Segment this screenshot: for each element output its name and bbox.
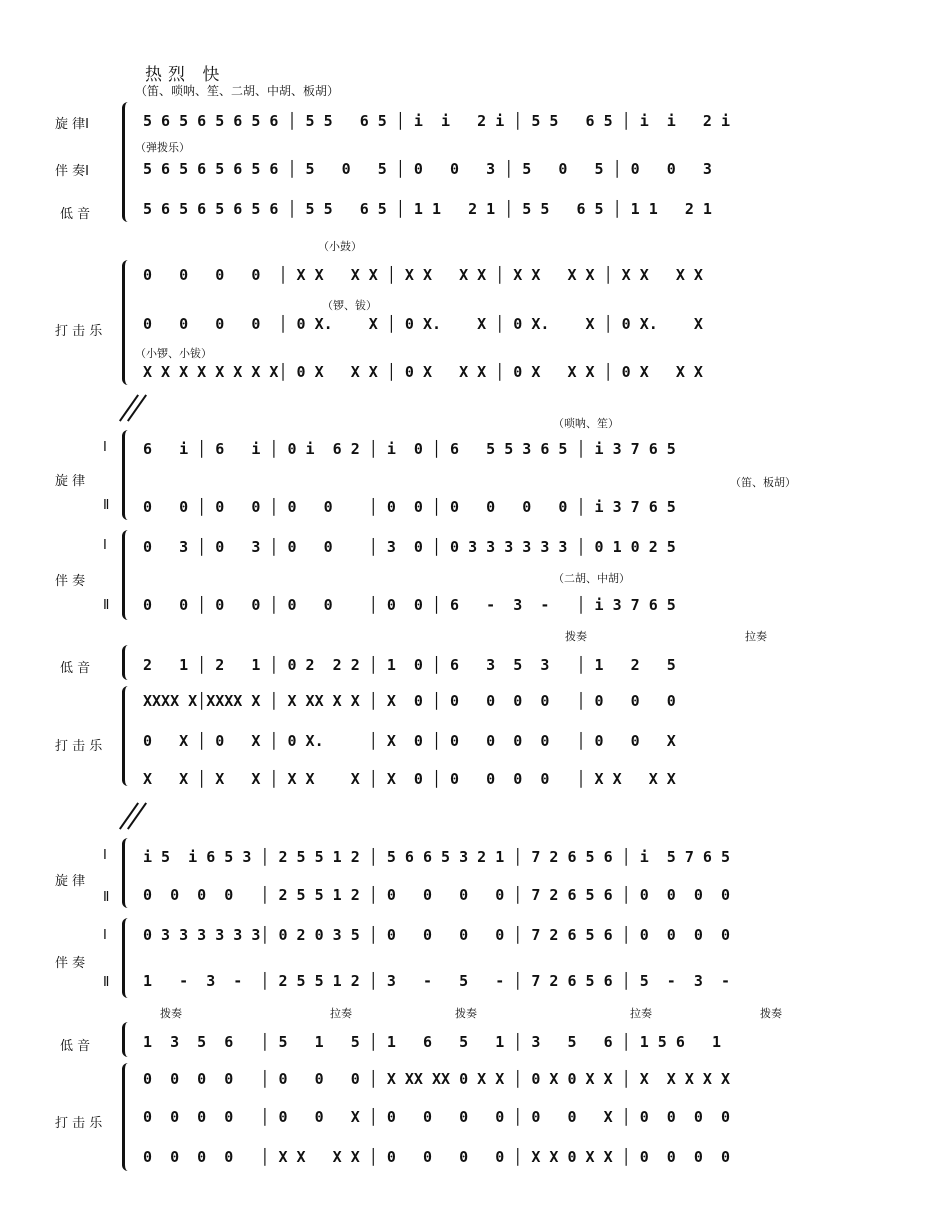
annotation-bow: 拉奏	[330, 1007, 352, 1020]
s1-melody-row: 5 6 5 6 5 6 5 6 │ 5 5 6 5 │ i i 2 i │ 5 5 6 5 │ i i 2 i	[143, 112, 730, 130]
label-bass: 低 音	[60, 1039, 91, 1054]
annotation-bow: 拉奏	[745, 630, 767, 643]
s1-bass-row: 5 6 5 6 5 6 5 6 │ 5 5 6 5 │ 1 1 2 1 │ 5 5 6 5 │ 1 1 2 1	[143, 200, 712, 218]
label-melody: 旋 律	[55, 474, 86, 489]
header-instruments: （笛、唢呐、笙、二胡、中胡、板胡）	[135, 84, 340, 98]
label-roman-1: Ⅰ	[103, 928, 107, 943]
s1-accomp-row: 5 6 5 6 5 6 5 6 │ 5 0 5 │ 0 0 3 │ 5 0 5 │ 0 0 3	[143, 160, 712, 178]
s2-perc2-row: 0 X │ 0 X │ 0 X. │ X 0 │ 0 0 0 0 │ 0 0 X	[143, 732, 676, 750]
s2-mel2-row: 0 0 │ 0 0 │ 0 0 │ 0 0 │ 0 0 0 0 │ i 3 7 6 5	[143, 498, 676, 516]
annotation-bow: 拉奏	[630, 1007, 652, 1020]
s1-perc3-row: X X X X X X X X│ 0 X X X │ 0 X X X │ 0 X X X │ 0 X X X	[143, 363, 703, 381]
label-roman-1: Ⅰ	[103, 440, 107, 455]
s1-perc2-row: 0 0 0 0 │ 0 X. X │ 0 X. X │ 0 X. X │ 0 X. X	[143, 315, 703, 333]
s3-mel2-row: 0 0 0 0 │ 2 5 5 1 2 │ 0 0 0 0 │ 7 2 6 5 6 │ 0 0 0 0	[143, 886, 730, 904]
label-accomp1: 伴 奏Ⅰ	[55, 164, 89, 179]
system2-accomp-brace	[122, 530, 133, 620]
label-percussion: 打 击 乐	[55, 1116, 103, 1131]
system3-melody-brace	[122, 838, 133, 908]
system1-perc-brace	[122, 260, 133, 385]
s3-perc2-row: 0 0 0 0 │ 0 0 X │ 0 0 0 0 │ 0 0 X │ 0 0 0 0	[143, 1108, 730, 1126]
tempo-marking: 热烈 快	[145, 65, 226, 85]
annotation-suona-sheng: （唢呐、笙）	[553, 417, 619, 430]
s3-bass-row: 1 3 5 6 │ 5 1 5 │ 1 6 5 1 │ 3 5 6 │ 1 5 6 1	[143, 1033, 721, 1051]
annotation-pluck: 拨奏	[760, 1007, 782, 1020]
s2-acc2-row: 0 0 │ 0 0 │ 0 0 │ 0 0 │ 6 - 3 - │ i 3 7 6 5	[143, 596, 676, 614]
system3-bass-brace	[122, 1022, 133, 1057]
s2-mel1-row: 6 i │ 6 i │ 0 i 6 2 │ i 0 │ 6 5 5 3 6 5 │ i 3 7 6 5	[143, 440, 676, 458]
annotation-small-drum: （小鼓）	[318, 240, 362, 253]
label-accomp: 伴 奏	[55, 956, 86, 971]
label-roman-2: Ⅱ	[103, 975, 110, 990]
label-percussion: 打 击 乐	[55, 739, 103, 754]
s2-perc3-row: X X │ X X │ X X X │ X 0 │ 0 0 0 0 │ X X X X	[143, 770, 676, 788]
system3-perc-brace	[122, 1063, 133, 1171]
label-roman-2: Ⅱ	[103, 598, 110, 613]
annotation-pluck: 拨奏	[455, 1007, 477, 1020]
s2-acc1-row: 0 3 │ 0 3 │ 0 0 │ 3 0 │ 0 3 3 3 3 3 3 │ 0 1 0 2 5	[143, 538, 676, 556]
system3-accomp-brace	[122, 918, 133, 998]
label-melody: 旋 律	[55, 874, 86, 889]
annotation-pluck: 拨奏	[160, 1007, 182, 1020]
annotation-flute-banhu: （笛、板胡）	[730, 476, 796, 489]
label-roman-1: Ⅰ	[103, 538, 107, 553]
annotation-erhu-zhonghu: （二胡、中胡）	[553, 572, 630, 585]
s2-perc1-row: XXXX X│XXXX X │ X XX X X │ X 0 │ 0 0 0 0 │ 0 0 0	[143, 692, 676, 710]
s2-bass-row: 2 1 │ 2 1 │ 0 2 2 2 │ 1 0 │ 6 3 5 3 │ 1 2 5	[143, 656, 676, 674]
s3-acc2-row: 1 - 3 - │ 2 5 5 1 2 │ 3 - 5 - │ 7 2 6 5 6 │ 5 - 3 -	[143, 972, 730, 990]
annotation-plucked: （弹拨乐）	[135, 141, 190, 154]
label-percussion: 打 击 乐	[55, 324, 103, 339]
label-accomp: 伴 奏	[55, 574, 86, 589]
system2-bass-brace	[122, 645, 133, 680]
system2-perc-brace	[122, 686, 133, 786]
system1-brace	[122, 102, 133, 222]
label-roman-1: Ⅰ	[103, 848, 107, 863]
label-bass: 低 音	[60, 661, 91, 676]
s3-perc3-row: 0 0 0 0 │ X X X X │ 0 0 0 0 │ X X 0 X X │ 0 0 0 0	[143, 1148, 730, 1166]
s3-perc1-row: 0 0 0 0 │ 0 0 0 │ X XX XX 0 X X │ 0 X 0 X X │ X X X X X	[143, 1070, 730, 1088]
system2-melody-brace	[122, 430, 133, 520]
s3-mel1-row: i 5 i 6 5 3 │ 2 5 5 1 2 │ 5 6 6 5 3 2 1 │ 7 2 6 5 6 │ i 5 7 6 5	[143, 848, 730, 866]
annotation-gong-cymbal: （锣、钹）	[322, 299, 377, 312]
s3-acc1-row: 0 3 3 3 3 3 3│ 0 2 0 3 5 │ 0 0 0 0 │ 7 2 6 5 6 │ 0 0 0 0	[143, 926, 730, 944]
annotation-small-gong: （小锣、小钹）	[135, 347, 212, 360]
label-roman-2: Ⅱ	[103, 890, 110, 905]
annotation-pluck: 拨奏	[565, 630, 587, 643]
label-melody1: 旋 律Ⅰ	[55, 117, 89, 132]
label-bass: 低 音	[60, 207, 91, 222]
label-roman-2: Ⅱ	[103, 498, 110, 513]
s1-perc1-row: 0 0 0 0 │ X X X X │ X X X X │ X X X X │ X X X X	[143, 266, 703, 284]
